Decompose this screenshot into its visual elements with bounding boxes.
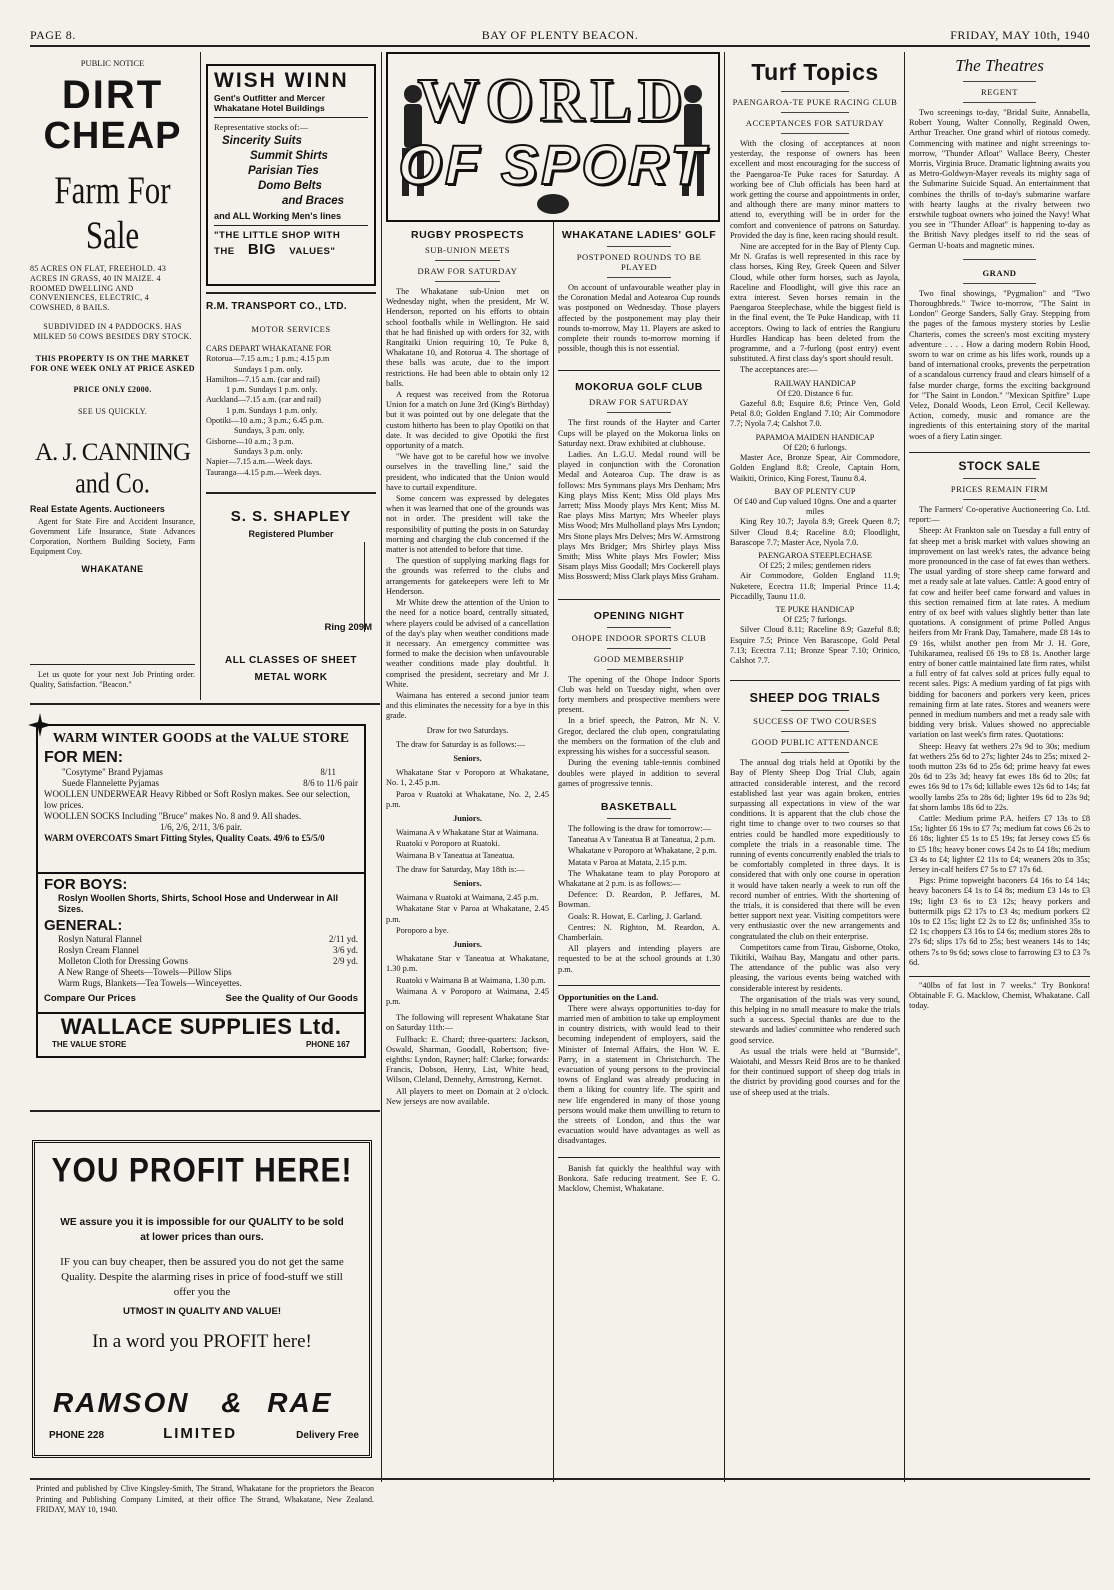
ramson-word: In a word you PROFIT here! [92,1331,312,1352]
wallace-supplies-ad [36,724,366,874]
sheepdog-sub1: SUCCESS OF TWO COURSES [753,716,877,727]
winn-item: Domo Belts [258,180,322,192]
rm-line: 1 p.m. Sundays 1 p.m. only. [226,385,318,395]
paddocks: SUBDIVIDED IN 4 PADDOCKS. HAS MILKED 50 COWS BESIDES DRY STOCK. [33,322,192,341]
ramson-name: RAMSON [53,1387,190,1418]
shapley-ad [206,492,376,697]
wallace-name: WALLACE SUPPLIES Ltd. [60,1014,342,1039]
race-conditions: Of £20; 6 furlongs. [783,442,847,452]
stock-para: Pigs: Prime topweight baconers £4 16s to £4 14s; heavy baconers £4 1s to £4 8s; medium £3 14s to £3 19s; light £3 6s to £3 12s; heavy porkers and buttermilk pigs £2 17s to £3 4s; medium porkers £2 10s to £2 15s; light £2 2s to £2 8s; unfinished 35s to £2 1s; choppers £3 16s to £4 6s; medium stores 28s to 27s 6d; slips 17s 6d to 25s; best weaners 14s to 14s; others 7s to 9s 6d; sows close to farrowing £3 to £3 7s 6d. [909,876,1090,967]
ladies-golf-heading: WHAKATANE LADIES' GOLF [561,229,717,241]
opening-para: The opening of the Ohope Indoor Sports Club was held on Tuesday night, when over forty members and prospective members were present. [558,674,720,715]
turf-para: The acceptances are:— [740,365,818,375]
men-price: 1/6, 2/6, 2/11, 3/6 pair. [160,822,242,832]
banish-fat: Banish fat quickly the healthful way with Bonkora. Safe reducing treatment. See F. G. Macklow, Chemist, Whakatane. [558,1163,720,1193]
ramson-limited: LIMITED [163,1425,238,1442]
mokorua-para: Ladies. An L.G.U. Medal round will be played in conjunction with the Coronation Medal and Aotearoa Cup. The draw is as follows: Mrs Symmans plays Mrs Denham; Mrs King plays Miss Kent; Miss Old plays Mrs Jarrett; Miss Moody plays Mrs Kent; Miss M. Rae plays Miss Martyn; Mrs Wheeler plays Miss Wood; Mrs Mulholland plays Mrs Lyndon; Mrs Stone plays Mrs Delves; Mrs W. Armstrong plays Mrs Bridger; Mrs Shirley plays Miss Smith; Miss White plays Mrs Fowler; Miss Sisam plays Miss Goodall; Mrs Cockerell plays Miss Bosswerd; Miss Clark plays Miss Graham. [558,450,720,582]
banner-world: WORLD [417,68,689,134]
rm-line: Sundays 1 p.m. only. [234,364,303,374]
rm-line: Sundays 3 p.m. only. [234,446,303,456]
winn-item: Sincerity Suits [222,135,302,147]
rm-title: R.M. TRANSPORT CO., LTD. [206,301,347,312]
wallace-phone: PHONE 167 [305,1040,350,1049]
ramson-delivery: Delivery Free [296,1430,359,1441]
land-para: There were always opportunities to-day for married men of ambition to take up employment in country districts, with would lead to their becoming independent of employers, said the Minister of Internal Affairs, the Hon W. E. Parry, in a statement in Christchurch. The evacuation of young persons to the provincial towns of England was already producing in them a liking for country life. The spirit and new life engendered in many of those young persons would make them unwilling to return to the streets of London, and thus the war evacuation would have advantages as well as disadvantages. [558,1003,720,1146]
basketball-para: Centres: N. Righton, M. Reardon, A. Chamberlain. [558,922,720,942]
sheepdog-para: Competitors came from Tirau, Gisborne, Otoko, Tikitiki, Waihau Bay, Mangatu and other parts. The attendance of the public was also very pleasing, the various events being watched with considerable interest by residents. [730,942,900,993]
see-quality: See the Quality of Our Goods [225,993,358,1004]
fixture: Waimana B v Taneatua at Taneatua. [396,850,515,860]
juniors-label: Juniors. [453,813,482,823]
shapley-trade: Registered Plumber [248,529,334,539]
rm-transport-ad [206,292,376,490]
rm-line: CARS DEPART WHAKATANE FOR [206,344,332,353]
sheepdog-sub2: GOOD PUBLIC ATTENDANCE [751,737,879,748]
job-printing-note: Let us quote for your next Job Printing order. Quality, Satisfaction. "Beacon." [30,670,195,689]
world-of-sport-banner [386,52,720,222]
mokorua-para: The first rounds of the Hayter and Carter Cups will be played on the Mokorua links on Saturday next. Draw exhibited at clubhouse. [558,418,720,448]
turf-sub1: PAENGAROA-TE PUKE RACING CLUB [732,97,898,107]
wallace-title: WARM WINTER GOODS at the VALUE STORE [52,730,350,745]
you-profit-here: YOU PROFIT HERE! [51,1151,353,1190]
rugby-para: The question of supplying marking flags for the grounds was referred to the clubs and arrangements for gatekeepers were left to Mr Henderson. [386,556,549,596]
race-conditions: Of £25; 7 furlongs. [783,615,847,625]
general: GENERAL: [44,917,123,934]
issue-date: FRIDAY, MAY 10th, 1940 [950,28,1090,42]
fixture: Waimana A v Poroporo at Waimana, 2.45 p.m. [386,986,549,1006]
value-store: THE VALUE STORE [52,1040,127,1049]
race-name: RAILWAY HANDICAP [774,378,856,388]
winn-line2: Whakatane Hotel Buildings [214,103,325,113]
winn-item: Summit Shirts [250,150,328,162]
ramson-rae-ad [32,1140,372,1458]
winn-slogan-big: BIG [247,241,277,258]
regent-label: REGENT [981,87,1018,97]
basketball-para: Whakatane v Poroporo at Whakatane, 2 p.m. [568,846,717,856]
rm-line: Auckland—7.15 a.m. (car and rail) [206,395,321,405]
boys-item: Roslyn Woollen Shorts, Shirts, School Hose and Underwear in All Sizes. [58,893,339,914]
seniors-label: Seniors. [453,878,482,888]
seniors-label: Seniors. [453,753,482,763]
basketball-para: All players and intending players are requested to be at the school grounds at 1.30 p.m. [558,944,720,974]
opening-night-heading: OPENING NIGHT [593,609,685,622]
rae-name: RAE [267,1387,333,1418]
rm-line: Tauranga—4.15 p.m.—Week days. [206,467,322,477]
fixture: Waimana v Ruatoki at Waimana, 2.45 p.m. [396,893,539,903]
imprint: Printed and published by Clive Kingsley-Smith, The Strand, Whakatane for the proprietors the Beacon Printing and Publishing Company Limited, at their office The Strand, Whakatane, New Zealand. FRIDAY, MAY 10, 1940. [36,1484,374,1514]
sheepdog-heading: SHEEP DOG TRIALS [749,691,881,706]
draw-sat: The draw for Saturday is as follows:— [396,739,526,749]
opening-para: During the evening table-tennis combined doubles were played in addition to several games of progressive tennis. [558,758,720,788]
general-item: Warm Rugs, Blankets—Tea Towels—Winceyettes. [58,978,242,988]
rugby-para: Waimana has entered a second junior team and this eliminates the necessity for a bye in this grade. [386,690,549,721]
winn-slogan-values: VALUES" [289,246,336,257]
rm-motor-services: MOTOR SERVICES [251,324,331,334]
rugby-para: "We have got to be careful how we involve ourselves in the travelling line," said the president, who indicated that the Union would have to curtail expenditure. [386,452,549,492]
farm-details: 85 ACRES ON FLAT, FREEHOLD. 43 ACRES IN GRASS, 40 IN MAIZE. 4 ROOMED DWELLING AND CONVENIENCES, ELECTRIC, 4 COWSHED, 8 BAILS. [30,264,167,313]
fixture: Whakatane Star v Poroporo at Whakatane, No. 1, 2.45 p.m. [386,768,549,788]
general-item: A New Range of Sheets—Towels—Pillow Slips [58,967,232,977]
sheepdog-para: As usual the trials were held at "Burnside", Waiotahi, and Messrs Reid Bros are to be thanked for their continued support of sheep dog trials in the district by providing good courses and for the use of sheep used at the trials. [730,1046,900,1097]
compare-prices: Compare Our Prices [44,993,136,1004]
stock-sub: PRICES REMAIN FIRM [950,483,1049,494]
sheepdog-para: The organisation of the trials was very sound, this helping in no small measure to make the trials such a success. Special thanks are due to the stewards and ladies' committee who rendered such good service. [730,994,900,1045]
ramson-assure: WE assure you it is impossible for our QUALITY to be sold at lower prices than ours. [60,1217,344,1243]
general-price: 3/6 yd. [332,945,358,955]
cheap-heading: CHEAP [43,115,182,157]
grand-para: Two final showings, "Pygmalion" and "Two Thoroughbreds." Twice to-morrow, "The Saint in London" George Sanders, Sally Gray. Stepping from the pages of the famous mystery stories by Leslie Charteris, comes the screen's most exciting mystery adventure . . . . How a daring modern Robin Hood, sworn to war on crime as his lifes work, rounds up a band of international crooks, prevents the perpetration of a scandalous currency fraud and clears himself of a false murder charge, forms the exciting background for "The Saint in London." "Mexican Spitfire" Lupe Velez, Donald Woods, Leon Errol, Cecil Kelleway. Action, comedy, music and romance are the ingredients of this entertaining story of the marital woes of a fiery Latin singer. [909,288,1090,441]
regent-para: Two screenings to-day, "Bridal Suite, Annabella, Robert Young, Walter Connolly, Reginald Owen, Arthur Treacher. One grand whirl of riotous comedy. Commencing with matinee and night screenings to-morrow, "Thunder Afloat" Wallace Beery, Chester Morris, Virginia Bruce. Dramatic lightning awaits you as Metro-Goldwyn-Mayer reveals its mighty saga of the Submarine Suicide Squad. An entertainment that combines the thrills of to-day's submarine warfare with hearty laughs at the rivalry between two erstwhile tugboat owners who joined the Navy! What you see in "Thunder Afloat" is happening to-day as the British Navy pledges itself to rid the seas of German U-boats and magnetic mines. [909,108,1090,250]
stock-para: The Farmers' Co-operative Auctioneering Co. Ltd. report:— [909,504,1090,525]
farm-for-sale-heading: Farm For Sale [54,168,171,257]
shapley-name: S. S. SHAPLEY [230,508,352,525]
fixture: Poroporo a bye. [396,925,449,935]
canning-name: A. J. CANNING [34,439,191,467]
rm-line: Gisborne—10 a.m.; 3 p.m. [206,436,294,446]
land-heading: Opportunities on the Land. [558,991,659,1002]
race-acceptors: Master Ace, Bronze Spear, Air Commodore, Golden England 8.8; Creole, Captain Horn, Waikiti, Orinico, King Forest, Taunu 8.4. [730,453,900,483]
race-acceptors: Silver Cloud 8.11; Raceline 8.9; Gazeful 8.8; Esquire 7.5; Prince Ven Barascope, Gold Petal 7.13; Ecectra 7.11; Bronze Spear 7.10; Orinico, Calshot 7.7. [730,625,900,665]
fixture: Paroa v Ruatoki at Whakatane, No. 2, 2.45 p.m. [386,789,549,809]
rugby-heading: RUGBY PROSPECTS [411,229,524,241]
dirt-cheap-ad [30,52,195,697]
fixture: Ruatoki v Waimana B at Waimana, 1.30 p.m. [396,975,546,985]
general-price: 2/9 yd. [332,956,358,966]
mokorua-sub: DRAW FOR SATURDAY [589,397,689,408]
winn-line1: Gent's Outfitter and Mercer [214,93,325,103]
men-item: WOOLLEN UNDERWEAR Heavy Ribbed or Soft Roslyn makes. See our selection, low prices. [44,789,350,810]
rugby-para: Some concern was expressed by delegates when it was learned that one of the grounds was not in order. The president will take the responsibility of putting the posts in on Saturday morning and charging the club concerned if the matter is not attended to before that time. [386,494,549,555]
race-conditions: Of £40 and Cup valued 10gns. One and a quarter miles [733,496,897,517]
turf-topics-article [730,52,900,1478]
men-price: 8/6 to 11/6 pair [303,778,358,788]
general-price: 2/11 yd. [328,934,358,944]
men-item: WOOLLEN SOCKS Including "Bruce" makes No. 8 and 9. All shades. [44,811,302,821]
opening-sub2: GOOD MEMBERSHIP [593,653,685,664]
rugby-article [386,224,549,1478]
real-estate-agents: Real Estate Agents. Auctioneers [30,504,165,515]
players-note: All players to meet on Domain at 2 o'clock. New jerseys are now available. [386,1086,549,1106]
men-item: Suede Flannelette Pyjamas [62,778,159,788]
agent-for: Agent for State Fire and Accident Insurance, Government Life Insurance, State Advances Corporation, Northern Building Society, Farm Equipment Coy. [30,517,195,556]
race-name: TE PUKE HANDICAP [775,604,855,614]
general-item: Roslyn Natural Flannel [58,934,142,944]
basketball-para: The Whakatane team to play Poroporo at Whakatane at 2 p.m. is as follows:— [558,868,720,888]
bonkora-ad: "40lbs of fat lost in 7 weeks." Try Bonkora! Obtainable F. G. Macklow, Chemist, Whakatane. Call today. [909,981,1090,1011]
race-name: PAPAMOA MAIDEN HANDICAP [755,432,875,442]
basketball-para: Defence: D. Reardon, P. Jeffares, M. Bowman. [558,890,720,910]
see-us: SEE US QUICKLY. [77,407,148,417]
draw-two: Draw for two Saturdays. [426,725,509,735]
opening-sub1: OHOPE INDOOR SPORTS CLUB [571,632,707,643]
ramson-cheaper: IF you can buy cheaper, then be assured you do not get the same Quality. Despite the alarming rises in price of food-stuff we still offer you the [60,1256,344,1298]
public-notice: PUBLIC NOTICE [80,58,145,68]
shapley-ring: Ring 209M [324,622,372,633]
shapley-classes: ALL CLASSES OF SHEET [224,655,358,666]
race-name: PAENGAROA STEEPLECHASE [758,550,872,560]
canning-co: and Co. [75,468,150,500]
ramson-amp: & [221,1387,242,1418]
fixture: Whakatane Star v Paroa at Whakatane, 2.45 p.m. [386,904,549,924]
for-men: FOR MEN: [44,749,124,766]
basketball-para: Goals: R. Howat, E. Carling, J. Garland. [568,911,703,921]
price: PRICE ONLY £2000. [73,385,152,395]
one-week: THIS PROPERTY IS ON THE MARKET FOR ONE WEEK ONLY AT PRICE ASKED [30,353,195,373]
for-boys: FOR BOYS: [44,876,128,893]
stock-para: Sheep: At Frankton sale on Tuesday a full entry of fat sheep met a brisk market with values showing an improvement on last week's rates, the advance being more pronounced in the case of fat ewes than wethers. The usual yarding of store sheep came forward and met a ready sale at late values. Cattle: A good entry of fat cow and heifer beef came forward and values in this section remained firm at late rates. A medium entry of ox beef with values slightly better than late quotations. A consignment of prime Polled Angus heifers from Mr Frank Day, Tamahere, made £8 14s to £9 16s, whilst another pen from Mr J. H. Gore, Tuhikaramea, realised £6 19s to £8 1s. Another large entry of boner cattle maintained late firm rates, whilst a full entry of fat calves sold at prices fully equal to recent sales. Pigs: A medium yarding of fat pigs with bidding for baconers and porkers very keen, prices remaining firm at late rates. Stores and weaners were penned in medium numbers and met a ready sale with bidding very brisk. Values showed no appreciable variation on last week's firm rates. Quotations: [909,526,1090,740]
race-acceptors: King Rey 10.7; Jayola 8.9; Greek Queen 8.7; Silver Cloud 8.4; Raceline 8.0; Floodlight, Barascope 7.7; Master Ace, Nyola 7.0. [730,517,900,547]
basketball-heading: BASKETBALL [600,800,678,813]
stock-sale-heading: STOCK SALE [958,458,1041,473]
turf-sub2: ACCEPTANCES FOR SATURDAY [745,118,885,128]
basketball-para: The following is the draw for tomorrow:— [568,823,711,833]
winn-item: and Braces [282,195,345,207]
rugby-sub1: SUB-UNION MEETS [424,245,511,255]
mokorua-heading: MOKORUA GOLF CLUB [575,381,703,394]
rm-line: 1 p.m. Sundays 1 p.m. only. [226,405,318,415]
fixture: Whakatane Star v Taneatua at Whakatane, 1.30 p.m. [386,954,549,974]
fixture: Waimana A v Whakatane Star at Waimana. [396,828,539,838]
winn-slogan1: "THE LITTLE SHOP WITH [214,230,341,241]
team-intro: The following will represent Whakatane Star on Saturday 11th:— [386,1013,549,1033]
men-item: WARM OVERCOATS Smart Fitting Styles, Quality Coats. 49/6 to £5/5/0 [44,833,325,843]
winn-stocks: Representative stocks of:— [214,122,308,132]
turf-para: With the closing of acceptances at noon yesterday, the response of owners has been excellent and most encouraging for the success of the Paengaroa-Te Puke races for Saturday. A working bee of Club officials has been hard at work getting the course and appointments in order, and although there are many minor matters to attend to, everything will be in order for the comfort and convenience of patrons on Saturday. Provided the day is fine, keen racing should result. [730,139,900,240]
wish-winn-ad [206,64,376,286]
race-name: BAY OF PLENTY CUP [774,486,856,496]
dirt-heading: DIRT [61,73,164,117]
theatres-heading: The Theatres [955,56,1044,75]
general-item: Molleton Cloth for Dressing Gowns [58,956,188,966]
rugby-para: The Whakatane sub-Union met on Wednesday night, when the president, Mr W. Henderson, reported on his efforts to obtain school footballs while in Wellington. He said that he had finished up with orders for 32, with Rangitaiki Union requiring 10, Te Puke 8, Whakatane 10, and Rotorua 4. The shortage of these balls was acute, due to the import restrictions. He had been able to obtain only 12 balls. [386,287,549,388]
race-acceptors: Air Commodore, Golden England 11.9; Nuketere, Ecectra 11.8; Imperial Prince 11.4; Piccadilly, Taunu 11.0. [730,571,900,601]
winn-working: and ALL Working Men's lines [214,211,342,221]
rugby-para: Mr White drew the attention of the Union to the need for a notice board, centrally situated, where players could be advised of a cancellation of the day's play when weather conditions made it necessary. An emergency committee was formed to make the decision when unfavourable weather conditions made play doubtful. It comprised the president, secretary and Mr J. White. [386,598,549,689]
team-list: Fullback: E. Chard; three-quarters: Jackson, Oswald, Sharman, Goodall, Robertson; five-eighths: Lyndon, Rayner; half: Clarke; forwards: Francis, Dobson, Henry, List, White head, Wilson, Cleland, Dennehy, Armstrong, Kernot. [386,1034,549,1085]
golf-column [558,224,720,1478]
stock-para: Sheep: Heavy fat wethers 27s 9d to 30s; medium fat wethers 25s 6d to 27s; lighter 24s to 25s; mixed 2-tooth mutton 23s 6d to 25s 6d; prime heavy fat ewes 20s 6d to 23s 3d; heavy fat ewes 18s 6d to 20s; fat ewes 16s 9d to 17s 6d; killable ewes 12s 6d to 14s; fat woolly lambs 25s to 28s 6d; lighter 19s 6d to 23s 9d; fat shorn lambs 18s 6d to 22s. [909,741,1090,812]
juniors-label: Juniors. [453,939,482,949]
stock-para: Cattle: Medium prime P.A. heifers £7 13s to £8 15s; lighter £6 19s to £7 7s; medium fat cows £6 2s to £6 18s; lighter £5 1s to £5 19s; fat Jersey cows £5 6s to £5 18s; heavy boner cows £4 2s to £4 18s; medium £3 4s to £4; lighter £2 11s to £4; weaners 20s to 35s; Jersey in-calf heifers £7 5s to £7 17s 6d. [909,813,1090,874]
rugby-sub2: DRAW FOR SATURDAY [417,266,518,276]
ramson-phone: PHONE 228 [49,1430,105,1441]
race-conditions: Of £25; 2 miles; gentlemen riders [759,561,871,571]
ladies-golf-para: On account of unfavourable weather play in the Coronation Medal and Aotearoa Cup rounds was postponed on Wednesday. Those players affected by the postponement may play their rounds to-morrow, May 11. Players are asked to complete their rounds to-morrow morning if possible, though this is not essential. [558,283,720,354]
rm-timetable [206,344,376,478]
basketball-para: Matata v Paroa at Matata, 2.15 p.m. [568,857,687,867]
basketball-para: Taneatua A v Taneatua B at Taneatua, 2 p.m. [568,835,716,845]
wish-winn-name: WISH WINN [214,69,349,92]
shapley-metal: METAL WORK [254,672,328,683]
rm-line: Opotiki—10 a.m.; 3 p.m.; 6.45 p.m. [206,416,324,426]
page-number: PAGE 8. [30,28,76,42]
rm-line: Rotorua—7.15 a.m.; 1 p.m.; 4.15 p.m [206,354,330,364]
general-item: Roslyn Cream Flannel [58,945,139,955]
winn-item: Parisian Ties [248,165,319,177]
opening-para: In a brief speech, the Patron, Mr N. V. Gregor, declared the club open, congratulating the members on the formation of the club and expressing his wishes for a successful season. [558,716,720,757]
whakatane-town: WHAKATANE [81,564,144,575]
sheepdog-para: The annual dog trials held at Opotiki by the Bay of Plenty Sheep Dog Trial Club, again attracted considerable interest, and the record established last year was again broken, entries surpassing all expectations in view of the war conditions. It is apparent that the club chose the right time to change over to two courses so that entries could be handled more expeditiously to complete the trials in a reasonable time. The running of events concurrently enabled the trials to be comfortably completed in three days. It is considered that with only one course in operation it would have taken nearly a week to run off the record number of entries. With the shortening of the trials, it is considered that there will be even better support next year. Visiting competitors were very enthusiastic over the new arrangements and congratulated the club on their enterprise. [730,758,900,941]
draw-may18: The draw for Saturday, May 18th is:— [396,864,525,874]
fixture: Ruatoki v Poroporo at Ruatoki. [396,839,500,849]
turf-para: Nine are accepted for in the Bay of Plenty Cup. Mr N. Grafas is well represented in this race by class horses, King Rey, Greek Queen and Silver Cloud, while other form horses, such as Jayola, Raceline and Floodlight, will give this race an extra interest. Seven horses remain in the Paengaroa Steeplechase, while the biggest field is in the final event, the Te Puke Handicap, with 11 acceptors. Owing to lack of entries the Rangiuru Hurdles Handicap has been deleted from the programme, and a 7-furlong (post entry) event substituted. A first class day's sport should result. [730,242,900,364]
race-acceptors: Gazeful 8.8; Esquire 8.6; Prince Ven, Gold Petal 8.0; Golden England 7.10; Air Commodore 7.7; Nyola 7.4; Calshot 7.0. [730,399,900,429]
winn-slogan-the: THE [214,246,235,257]
men-price: 8/11 [320,767,336,777]
grand-label: GRAND [982,267,1017,278]
masthead: BAY OF PLENTY BEACON. [481,28,639,42]
ladies-golf-sub: POSTPONED ROUNDS TO BE PLAYED [576,252,702,272]
rm-line: Napier—7.15 a.m.—Week days. [206,457,313,467]
rm-line: Sundays, 3 p.m. only. [234,426,305,436]
rugby-para: A request was received from the Rotorua Union for a match on June 3rd (King's Birthday) but it was pointed out by one delegate that the custom hitherto has been to play Opotiki on that date. It was decided to give Opotiki the first opportunity of a match. [386,390,549,451]
race-conditions: Of £20. Distance 6 fur. [776,388,854,398]
theatres-stock-column [909,52,1090,1478]
banner-of-sport: OF SPORT [398,134,708,196]
men-item: "Cosytyme" Brand Pyjamas [62,767,163,777]
ramson-utmost: UTMOST IN QUALITY AND VALUE! [122,1306,282,1317]
rm-line: Hamilton—7.15 a.m. (car and rail) [206,374,320,384]
turf-heading: Turf Topics [751,59,879,85]
